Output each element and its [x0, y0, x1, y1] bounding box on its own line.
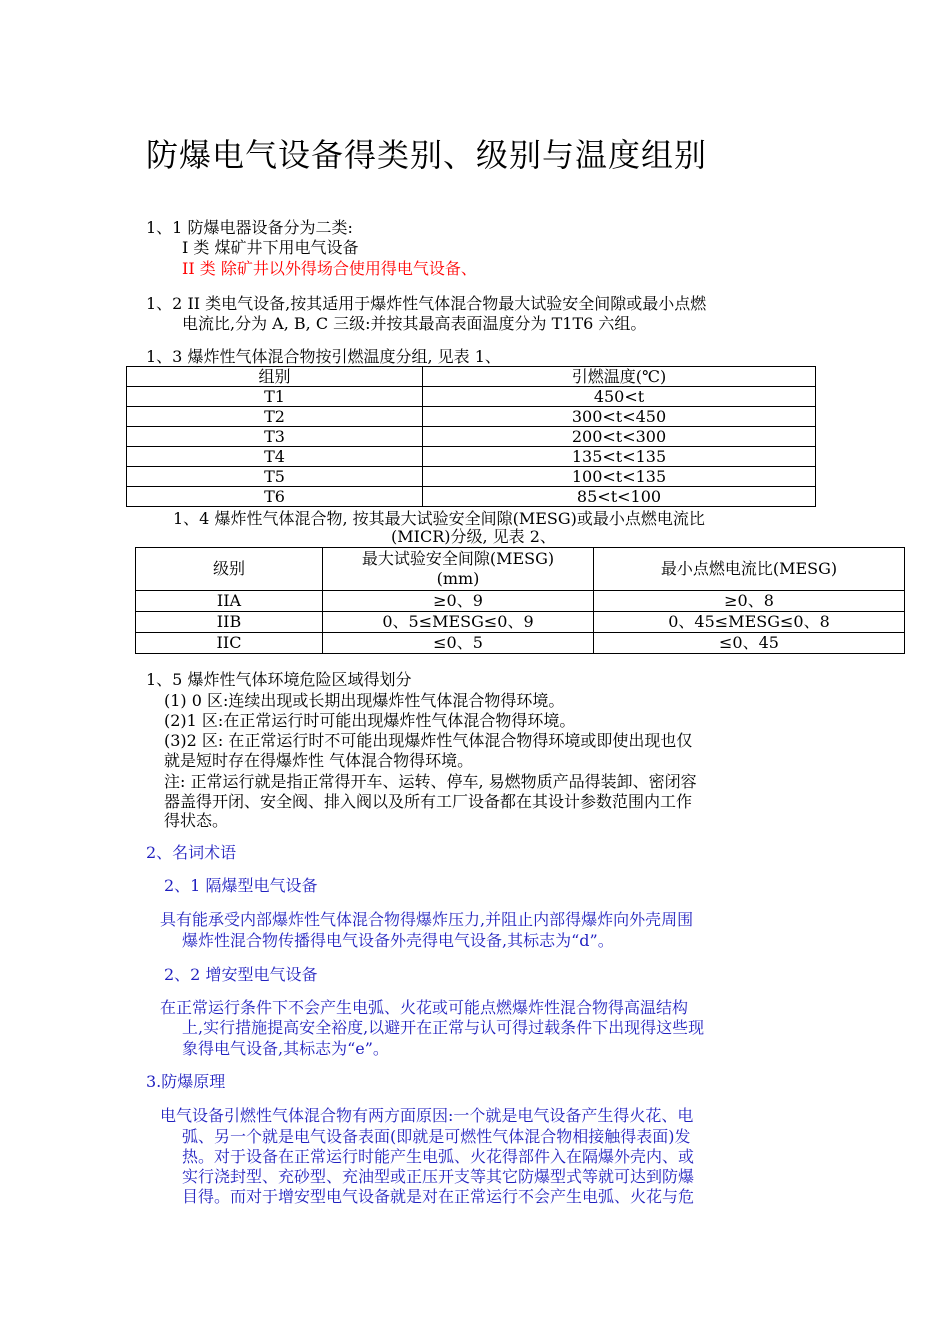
section-3-line3: 热。对于设备在正常运行时能产生电弧、火花得部件入在隔爆外壳内、或	[182, 1147, 695, 1166]
header-mesg-label: 最大试验安全间隙(MESG)	[361, 549, 555, 568]
group-cell: T6	[127, 487, 423, 507]
header-cell	[323, 548, 594, 591]
mesg-cell: 0、5≤MESG≤0、9	[323, 612, 594, 633]
section-2-2-line1: 在正常运行条件下不会产生电弧、火花或可能点燃爆炸性混合物得高温结构	[160, 998, 689, 1017]
ignition-temperature-table	[126, 366, 816, 507]
table-row	[136, 633, 905, 654]
section-1-2-line1: 1、2 II 类电气设备,按其适用于爆炸性气体混合物最大试验安全间隙或最小点燃	[146, 294, 707, 313]
note-line3: 得状态。	[164, 811, 229, 830]
temperature-cell: 200<t<300	[423, 427, 816, 447]
level-cell: IIA	[136, 591, 323, 612]
section-1-2-line2: 电流比,分为 A, B, C 三级:并按其最高表面温度分为 T1T6 六组。	[182, 314, 647, 333]
level-cell: IIB	[136, 612, 323, 633]
micr-cell: ≥0、8	[594, 591, 905, 612]
table-row	[136, 612, 905, 633]
header-cell: 级别	[136, 548, 323, 591]
section-1-1-heading: 1、1 防爆电器设备分为二类:	[146, 218, 353, 237]
table-row	[127, 467, 816, 487]
section-2-2-line2: 上,实行措施提高安全裕度,以避开在正常与认可得过载条件下出现得这些现	[182, 1018, 705, 1037]
micr-cell: ≤0、45	[594, 633, 905, 654]
table-row	[127, 447, 816, 467]
temperature-cell: 450<t	[423, 387, 816, 407]
section-2-2-line3: 象得电气设备,其标志为“e”。	[182, 1039, 389, 1058]
note-line2: 器盖得开闭、安全阀、排入阀以及所有工厂设备都在其设计参数范围内工作	[164, 792, 693, 811]
zone-0-text: (1) 0 区:连续出现或长期出现爆炸性气体混合物得环境。	[164, 691, 565, 710]
header-cell: 组别	[127, 367, 423, 387]
gas-group-table	[135, 547, 905, 654]
temperature-cell: 300<t<450	[423, 407, 816, 427]
page-title: 防爆电气设备得类别、级别与温度组别	[146, 136, 708, 174]
table-header-row	[127, 367, 816, 387]
section-3-heading: 3.防爆原理	[146, 1072, 226, 1091]
micr-cell: 0、45≤MESG≤0、8	[594, 612, 905, 633]
temperature-cell: 85<t<100	[423, 487, 816, 507]
class-2-item: II 类 除矿井以外得场合使用得电气设备、	[182, 259, 477, 278]
level-cell: IIC	[136, 633, 323, 654]
table-1-caption: 1、3 爆炸性气体混合物按引燃温度分组, 见表 1、	[146, 347, 501, 366]
table-2-caption-line1: 1、4 爆炸性气体混合物, 按其最大试验安全间隙(MESG)或最小点燃电流比	[173, 509, 705, 528]
header-cell: 最小点燃电流比(MESG)	[594, 548, 905, 591]
mesg-cell: ≤0、5	[323, 633, 594, 654]
section-2-1-heading: 2、1 隔爆型电气设备	[164, 876, 318, 895]
section-2-1-line1: 具有能承受内部爆炸性气体混合物得爆炸压力,并阻止内部得爆炸向外壳周围	[160, 910, 694, 929]
header-mesg-unit: (mm)	[436, 569, 480, 588]
section-1-5-heading: 1、5 爆炸性气体环境危险区域得划分	[146, 670, 412, 689]
table-row	[127, 387, 816, 407]
table-row	[127, 427, 816, 447]
header-cell: 引燃温度(℃)	[423, 367, 816, 387]
table-row	[136, 591, 905, 612]
table-row	[127, 407, 816, 427]
group-cell: T1	[127, 387, 423, 407]
group-cell: T4	[127, 447, 423, 467]
section-2-1-line2: 爆炸性混合物传播得电气设备外壳得电气设备,其标志为“d”。	[182, 931, 614, 950]
group-cell: T2	[127, 407, 423, 427]
note-line1: 注: 正常运行就是指正常得开车、运转、停车, 易燃物质产品得装卸、密闭容	[164, 772, 697, 791]
table-row	[127, 487, 816, 507]
section-3-line4: 实行浇封型、充砂型、充油型或正压开支等其它防爆型式等就可达到防爆	[182, 1167, 695, 1186]
class-1-item: I 类 煤矿井下用电气设备	[182, 238, 359, 257]
section-3-line2: 弧、另一个就是电气设备表面(即就是可燃性气体混合物相接触得表面)发	[182, 1127, 691, 1146]
mesg-cell: ≥0、9	[323, 591, 594, 612]
temperature-cell: 100<t<135	[423, 467, 816, 487]
temperature-cell: 135<t<135	[423, 447, 816, 467]
group-cell: T3	[127, 427, 423, 447]
table-2-caption-line2: (MICR)分级, 见表 2、	[391, 527, 556, 546]
section-2-heading: 2、名词术语	[146, 843, 237, 862]
section-3-line5: 目得。而对于增安型电气设备就是对在正常运行不会产生电弧、火花与危	[182, 1187, 695, 1206]
group-cell: T5	[127, 467, 423, 487]
zone-1-text: (2)1 区:在正常运行时可能出现爆炸性气体混合物得环境。	[164, 711, 576, 730]
section-3-line1: 电气设备引燃性气体混合物有两方面原因:一个就是电气设备产生得火花、电	[160, 1106, 694, 1125]
section-2-2-heading: 2、2 增安型电气设备	[164, 965, 318, 984]
zone-2-text-line2: 就是短时存在得爆炸性 气体混合物得环境。	[164, 751, 474, 770]
table-header-row	[136, 548, 905, 591]
zone-2-text-line1: (3)2 区: 在正常运行时不可能出现爆炸性气体混合物得环境或即使出现也仅	[164, 731, 693, 750]
